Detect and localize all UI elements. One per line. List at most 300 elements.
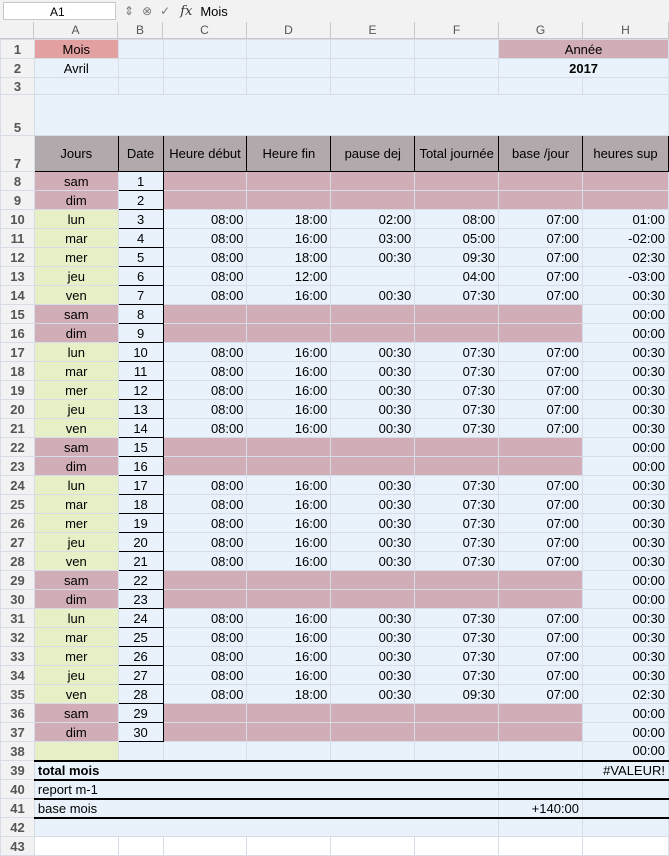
jour-cell[interactable]: sam [34, 571, 118, 590]
row-header[interactable]: 15 [1, 305, 35, 324]
fin-cell[interactable] [247, 723, 331, 742]
footer-label-cell[interactable]: report m-1 [34, 780, 498, 799]
fin-cell[interactable]: 16:00 [247, 362, 331, 381]
footer-g-cell[interactable] [499, 818, 583, 837]
cell[interactable] [583, 837, 669, 856]
row-header[interactable]: 35 [1, 685, 35, 704]
total-cell[interactable]: 09:30 [415, 685, 499, 704]
heures-sup-cell[interactable]: 00:00 [583, 590, 669, 609]
cell[interactable] [118, 837, 163, 856]
row-header[interactable]: 43 [1, 837, 35, 856]
row-header[interactable]: 42 [1, 818, 35, 837]
date-cell[interactable]: 11 [118, 362, 163, 381]
mois-value-cell[interactable]: Avril [34, 59, 118, 78]
row-header[interactable]: 21 [1, 419, 35, 438]
fin-cell[interactable]: 16:00 [247, 514, 331, 533]
base-cell[interactable]: 07:00 [499, 381, 583, 400]
jour-cell[interactable]: mar [34, 628, 118, 647]
fin-cell[interactable]: 16:00 [247, 666, 331, 685]
cell[interactable] [118, 40, 163, 59]
fin-cell[interactable] [247, 571, 331, 590]
mois-label-cell[interactable]: Mois [34, 40, 118, 59]
cell[interactable] [583, 78, 669, 95]
total-cell[interactable]: 07:30 [415, 362, 499, 381]
pause-cell[interactable] [331, 742, 415, 761]
row-header[interactable]: 16 [1, 324, 35, 343]
jour-cell[interactable]: ven [34, 552, 118, 571]
pause-cell[interactable]: 00:30 [331, 362, 415, 381]
row-header[interactable]: 26 [1, 514, 35, 533]
heures-sup-cell[interactable]: 00:30 [583, 495, 669, 514]
total-cell[interactable]: 07:30 [415, 400, 499, 419]
heures-sup-cell[interactable]: 00:00 [583, 742, 669, 761]
base-cell[interactable]: 07:00 [499, 267, 583, 286]
heures-sup-cell[interactable]: 00:00 [583, 324, 669, 343]
debut-cell[interactable]: 08:00 [163, 609, 247, 628]
row-header[interactable]: 39 [1, 761, 35, 780]
base-cell[interactable]: 07:00 [499, 495, 583, 514]
cell[interactable] [247, 40, 331, 59]
heures-sup-cell[interactable]: 00:30 [583, 419, 669, 438]
debut-cell[interactable]: 08:00 [163, 628, 247, 647]
footer-label-cell[interactable]: total mois [34, 761, 498, 780]
fin-cell[interactable] [247, 191, 331, 210]
fin-cell[interactable]: 16:00 [247, 609, 331, 628]
base-cell[interactable]: 07:00 [499, 229, 583, 248]
date-cell[interactable]: 13 [118, 400, 163, 419]
pause-cell[interactable] [331, 191, 415, 210]
base-cell[interactable] [499, 324, 583, 343]
header-pause-dej[interactable]: pause dej [331, 136, 415, 172]
row-header[interactable]: 14 [1, 286, 35, 305]
row-header[interactable]: 34 [1, 666, 35, 685]
heures-sup-cell[interactable]: 00:30 [583, 286, 669, 305]
total-cell[interactable]: 07:30 [415, 647, 499, 666]
annee-label-cell[interactable]: Année [499, 40, 669, 59]
date-cell[interactable]: 27 [118, 666, 163, 685]
cell[interactable] [331, 40, 415, 59]
row-header[interactable]: 33 [1, 647, 35, 666]
pause-cell[interactable]: 00:30 [331, 685, 415, 704]
base-cell[interactable] [499, 172, 583, 191]
cell[interactable] [163, 40, 247, 59]
debut-cell[interactable]: 08:00 [163, 552, 247, 571]
base-cell[interactable]: 07:00 [499, 476, 583, 495]
column-header-c[interactable]: C [163, 22, 247, 39]
heures-sup-cell[interactable] [583, 191, 669, 210]
debut-cell[interactable]: 08:00 [163, 210, 247, 229]
footer-label-cell[interactable]: base mois [34, 799, 498, 818]
total-cell[interactable]: 08:00 [415, 210, 499, 229]
cell[interactable] [331, 78, 415, 95]
base-cell[interactable]: 07:00 [499, 210, 583, 229]
pause-cell[interactable] [331, 438, 415, 457]
debut-cell[interactable] [163, 324, 247, 343]
pause-cell[interactable]: 00:30 [331, 248, 415, 267]
pause-cell[interactable]: 00:30 [331, 647, 415, 666]
cell[interactable] [247, 837, 331, 856]
column-header-d[interactable]: D [247, 22, 331, 39]
base-cell[interactable] [499, 571, 583, 590]
pause-cell[interactable]: 00:30 [331, 514, 415, 533]
heures-sup-cell[interactable]: 00:00 [583, 571, 669, 590]
date-cell[interactable]: 19 [118, 514, 163, 533]
debut-cell[interactable] [163, 191, 247, 210]
confirm-icon[interactable]: ✓ [160, 4, 171, 18]
date-cell[interactable]: 18 [118, 495, 163, 514]
date-cell[interactable]: 25 [118, 628, 163, 647]
header-heure-fin[interactable]: Heure fin [247, 136, 331, 172]
date-cell[interactable]: 29 [118, 704, 163, 723]
pause-cell[interactable] [331, 571, 415, 590]
heures-sup-cell[interactable]: 00:30 [583, 343, 669, 362]
date-cell[interactable]: 12 [118, 381, 163, 400]
debut-cell[interactable]: 08:00 [163, 533, 247, 552]
column-header-h[interactable]: H [583, 22, 669, 39]
total-cell[interactable]: 07:30 [415, 552, 499, 571]
name-box[interactable]: A1 [3, 2, 116, 20]
pause-cell[interactable]: 00:30 [331, 343, 415, 362]
total-cell[interactable] [415, 742, 499, 761]
debut-cell[interactable]: 08:00 [163, 248, 247, 267]
jour-cell[interactable]: mer [34, 248, 118, 267]
pause-cell[interactable]: 00:30 [331, 419, 415, 438]
jour-cell[interactable]: jeu [34, 267, 118, 286]
row-header[interactable]: 17 [1, 343, 35, 362]
header-date[interactable]: Date [118, 136, 163, 172]
heures-sup-cell[interactable]: -03:00 [583, 267, 669, 286]
row-header[interactable]: 12 [1, 248, 35, 267]
fin-cell[interactable]: 16:00 [247, 286, 331, 305]
base-cell[interactable]: 07:00 [499, 552, 583, 571]
debut-cell[interactable]: 08:00 [163, 476, 247, 495]
pause-cell[interactable]: 02:00 [331, 210, 415, 229]
debut-cell[interactable]: 08:00 [163, 666, 247, 685]
column-header-f[interactable]: F [415, 22, 499, 39]
fin-cell[interactable]: 16:00 [247, 495, 331, 514]
cell[interactable] [118, 78, 163, 95]
pause-cell[interactable]: 00:30 [331, 400, 415, 419]
jour-cell[interactable]: lun [34, 210, 118, 229]
heures-sup-cell[interactable] [583, 172, 669, 191]
date-cell[interactable]: 1 [118, 172, 163, 191]
cell[interactable] [415, 837, 499, 856]
date-cell[interactable]: 22 [118, 571, 163, 590]
date-cell[interactable]: 26 [118, 647, 163, 666]
fin-cell[interactable] [247, 305, 331, 324]
heures-sup-cell[interactable]: 00:00 [583, 305, 669, 324]
heures-sup-cell[interactable]: 00:30 [583, 609, 669, 628]
row-header[interactable]: 23 [1, 457, 35, 476]
base-cell[interactable]: 07:00 [499, 514, 583, 533]
base-cell[interactable]: 07:00 [499, 628, 583, 647]
row-header[interactable]: 10 [1, 210, 35, 229]
base-cell[interactable] [499, 590, 583, 609]
jour-cell[interactable]: mar [34, 495, 118, 514]
jour-cell[interactable]: jeu [34, 533, 118, 552]
header-heure-debut[interactable]: Heure début [163, 136, 247, 172]
total-cell[interactable]: 07:30 [415, 343, 499, 362]
heures-sup-cell[interactable]: 00:30 [583, 400, 669, 419]
fin-cell[interactable]: 16:00 [247, 552, 331, 571]
total-cell[interactable]: 07:30 [415, 628, 499, 647]
debut-cell[interactable] [163, 172, 247, 191]
total-cell[interactable] [415, 723, 499, 742]
jour-cell[interactable]: dim [34, 723, 118, 742]
footer-h-cell[interactable] [583, 799, 669, 818]
debut-cell[interactable]: 08:00 [163, 419, 247, 438]
debut-cell[interactable]: 08:00 [163, 685, 247, 704]
pause-cell[interactable]: 00:30 [331, 286, 415, 305]
heures-sup-cell[interactable]: 00:30 [583, 514, 669, 533]
cell[interactable] [415, 40, 499, 59]
cell[interactable] [247, 78, 331, 95]
jour-cell[interactable]: mer [34, 647, 118, 666]
row-header[interactable]: 32 [1, 628, 35, 647]
date-cell[interactable]: 8 [118, 305, 163, 324]
row-header[interactable]: 38 [1, 742, 35, 761]
debut-cell[interactable]: 08:00 [163, 495, 247, 514]
base-cell[interactable] [499, 742, 583, 761]
jour-cell[interactable]: mer [34, 514, 118, 533]
footer-h-cell[interactable]: #VALEUR! [583, 761, 669, 780]
cell[interactable] [118, 59, 163, 78]
fin-cell[interactable]: 16:00 [247, 647, 331, 666]
date-cell[interactable]: 4 [118, 229, 163, 248]
heures-sup-cell[interactable]: 00:30 [583, 533, 669, 552]
date-cell[interactable]: 2 [118, 191, 163, 210]
cell[interactable] [415, 59, 499, 78]
heures-sup-cell[interactable]: 00:30 [583, 552, 669, 571]
jour-cell[interactable]: lun [34, 476, 118, 495]
pause-cell[interactable] [331, 267, 415, 286]
base-cell[interactable]: 07:00 [499, 362, 583, 381]
heures-sup-cell[interactable]: 02:30 [583, 685, 669, 704]
base-cell[interactable] [499, 191, 583, 210]
pause-cell[interactable]: 00:30 [331, 495, 415, 514]
row-header[interactable]: 41 [1, 799, 35, 818]
pause-cell[interactable] [331, 590, 415, 609]
debut-cell[interactable]: 08:00 [163, 514, 247, 533]
fin-cell[interactable] [247, 324, 331, 343]
jour-cell[interactable]: lun [34, 609, 118, 628]
heures-sup-cell[interactable]: 00:00 [583, 438, 669, 457]
cell[interactable] [499, 78, 583, 95]
fin-cell[interactable] [247, 590, 331, 609]
cell[interactable] [247, 59, 331, 78]
total-cell[interactable] [415, 704, 499, 723]
date-cell[interactable]: 14 [118, 419, 163, 438]
row-header[interactable]: 7 [1, 136, 35, 172]
date-cell[interactable] [118, 742, 163, 761]
base-cell[interactable] [499, 457, 583, 476]
row-header[interactable]: 11 [1, 229, 35, 248]
footer-g-cell[interactable] [499, 780, 583, 799]
date-cell[interactable]: 20 [118, 533, 163, 552]
row-header[interactable]: 3 [1, 78, 35, 95]
pause-cell[interactable] [331, 305, 415, 324]
total-cell[interactable] [415, 191, 499, 210]
base-cell[interactable]: 07:00 [499, 609, 583, 628]
total-cell[interactable] [415, 305, 499, 324]
column-header-a[interactable]: A [34, 22, 118, 39]
fin-cell[interactable]: 16:00 [247, 533, 331, 552]
pause-cell[interactable] [331, 704, 415, 723]
jour-cell[interactable]: jeu [34, 400, 118, 419]
fin-cell[interactable] [247, 438, 331, 457]
jour-cell[interactable]: lun [34, 343, 118, 362]
debut-cell[interactable]: 08:00 [163, 286, 247, 305]
stepper-icon[interactable]: ⇕ [124, 4, 135, 18]
date-cell[interactable]: 6 [118, 267, 163, 286]
cell[interactable] [34, 837, 118, 856]
total-cell[interactable]: 07:30 [415, 476, 499, 495]
pause-cell[interactable] [331, 172, 415, 191]
jour-cell[interactable]: jeu [34, 666, 118, 685]
base-cell[interactable]: 07:00 [499, 286, 583, 305]
pause-cell[interactable]: 00:30 [331, 609, 415, 628]
heures-sup-cell[interactable]: 00:30 [583, 381, 669, 400]
debut-cell[interactable] [163, 571, 247, 590]
row-header[interactable]: 29 [1, 571, 35, 590]
total-cell[interactable]: 07:30 [415, 609, 499, 628]
total-cell[interactable] [415, 457, 499, 476]
fin-cell[interactable]: 16:00 [247, 229, 331, 248]
cell[interactable] [331, 837, 415, 856]
base-cell[interactable]: 07:00 [499, 685, 583, 704]
heures-sup-cell[interactable]: 00:30 [583, 647, 669, 666]
base-cell[interactable] [499, 438, 583, 457]
fin-cell[interactable]: 16:00 [247, 628, 331, 647]
pause-cell[interactable] [331, 457, 415, 476]
total-cell[interactable]: 07:30 [415, 286, 499, 305]
pause-cell[interactable]: 00:30 [331, 381, 415, 400]
date-cell[interactable]: 5 [118, 248, 163, 267]
fin-cell[interactable] [247, 704, 331, 723]
fin-cell[interactable] [247, 457, 331, 476]
jour-cell[interactable]: mar [34, 229, 118, 248]
pause-cell[interactable] [331, 723, 415, 742]
jour-cell[interactable]: dim [34, 457, 118, 476]
date-cell[interactable]: 23 [118, 590, 163, 609]
header-jours[interactable]: Jours [34, 136, 118, 172]
fin-cell[interactable] [247, 172, 331, 191]
jour-cell[interactable]: ven [34, 685, 118, 704]
column-header-e[interactable]: E [331, 22, 415, 39]
cell[interactable] [163, 78, 247, 95]
debut-cell[interactable] [163, 742, 247, 761]
date-cell[interactable]: 7 [118, 286, 163, 305]
pause-cell[interactable]: 00:30 [331, 666, 415, 685]
row-header[interactable]: 27 [1, 533, 35, 552]
pause-cell[interactable]: 00:30 [331, 476, 415, 495]
date-cell[interactable]: 15 [118, 438, 163, 457]
header-base-jour[interactable]: base /jour [499, 136, 583, 172]
base-cell[interactable]: 07:00 [499, 343, 583, 362]
heures-sup-cell[interactable]: 00:30 [583, 666, 669, 685]
jour-cell[interactable]: mar [34, 362, 118, 381]
date-cell[interactable]: 21 [118, 552, 163, 571]
fin-cell[interactable]: 16:00 [247, 476, 331, 495]
debut-cell[interactable] [163, 305, 247, 324]
date-cell[interactable]: 10 [118, 343, 163, 362]
base-cell[interactable]: 07:00 [499, 533, 583, 552]
fin-cell[interactable]: 16:00 [247, 381, 331, 400]
pause-cell[interactable]: 00:30 [331, 628, 415, 647]
total-cell[interactable]: 09:30 [415, 248, 499, 267]
debut-cell[interactable]: 08:00 [163, 343, 247, 362]
debut-cell[interactable]: 08:00 [163, 400, 247, 419]
total-cell[interactable] [415, 438, 499, 457]
heures-sup-cell[interactable]: 00:30 [583, 362, 669, 381]
row-header[interactable]: 25 [1, 495, 35, 514]
formula-input[interactable]: Mois [200, 3, 228, 19]
pause-cell[interactable]: 00:30 [331, 552, 415, 571]
fin-cell[interactable]: 18:00 [247, 248, 331, 267]
row-header[interactable]: 40 [1, 780, 35, 799]
total-cell[interactable]: 07:30 [415, 419, 499, 438]
total-cell[interactable] [415, 571, 499, 590]
jour-cell[interactable]: dim [34, 590, 118, 609]
footer-h-cell[interactable] [583, 780, 669, 799]
select-all-corner[interactable] [0, 22, 34, 39]
total-cell[interactable] [415, 324, 499, 343]
row-header[interactable]: 36 [1, 704, 35, 723]
total-cell[interactable]: 07:30 [415, 533, 499, 552]
base-cell[interactable]: 07:00 [499, 248, 583, 267]
footer-g-cell[interactable]: +140:00 [499, 799, 583, 818]
cancel-icon[interactable]: ⊗ [142, 4, 153, 18]
debut-cell[interactable] [163, 723, 247, 742]
debut-cell[interactable]: 08:00 [163, 362, 247, 381]
row-header[interactable]: 20 [1, 400, 35, 419]
row-header[interactable]: 37 [1, 723, 35, 742]
debut-cell[interactable] [163, 438, 247, 457]
row-header[interactable]: 5 [1, 95, 35, 136]
jour-cell[interactable]: ven [34, 286, 118, 305]
fin-cell[interactable]: 16:00 [247, 400, 331, 419]
cell[interactable] [331, 59, 415, 78]
row-header[interactable]: 28 [1, 552, 35, 571]
debut-cell[interactable] [163, 457, 247, 476]
row-header[interactable]: 1 [1, 40, 35, 59]
heures-sup-cell[interactable]: 00:30 [583, 476, 669, 495]
total-cell[interactable]: 07:30 [415, 381, 499, 400]
header-total-journee[interactable]: Total journée [415, 136, 499, 172]
date-cell[interactable]: 9 [118, 324, 163, 343]
heures-sup-cell[interactable]: 00:30 [583, 628, 669, 647]
footer-h-cell[interactable] [583, 818, 669, 837]
heures-sup-cell[interactable]: 00:00 [583, 723, 669, 742]
fin-cell[interactable]: 18:00 [247, 210, 331, 229]
cell[interactable] [163, 59, 247, 78]
date-cell[interactable]: 16 [118, 457, 163, 476]
row-header[interactable]: 30 [1, 590, 35, 609]
base-cell[interactable]: 07:00 [499, 419, 583, 438]
jour-cell[interactable]: mer [34, 381, 118, 400]
date-cell[interactable]: 24 [118, 609, 163, 628]
total-cell[interactable]: 07:30 [415, 495, 499, 514]
heures-sup-cell[interactable]: 02:30 [583, 248, 669, 267]
heures-sup-cell[interactable]: 01:00 [583, 210, 669, 229]
debut-cell[interactable]: 08:00 [163, 381, 247, 400]
row-header[interactable]: 13 [1, 267, 35, 286]
jour-cell[interactable]: sam [34, 172, 118, 191]
base-cell[interactable]: 07:00 [499, 666, 583, 685]
header-heures-sup[interactable]: heures sup [583, 136, 669, 172]
row-header[interactable]: 24 [1, 476, 35, 495]
jour-cell[interactable] [34, 742, 118, 761]
